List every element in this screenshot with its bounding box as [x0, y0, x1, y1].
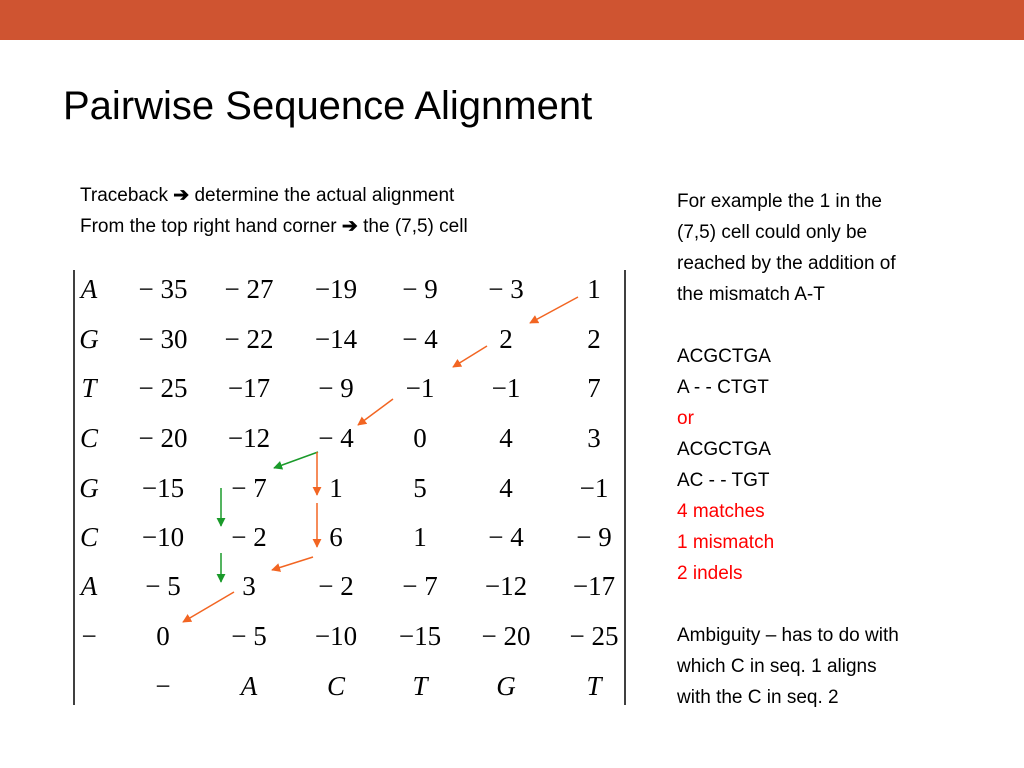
- score-cell: − 22: [224, 324, 274, 354]
- example-line: For example the 1 in the: [677, 191, 882, 212]
- score-cell: 7: [587, 373, 601, 403]
- score-cell: − 2: [318, 571, 354, 601]
- score-cell: 5: [413, 473, 427, 503]
- score-cell: − 35: [138, 274, 188, 304]
- matches-count: 4 matches: [677, 501, 765, 522]
- traceback-arrow: [358, 399, 393, 425]
- row-label: G: [79, 473, 99, 503]
- score-cell: − 9: [576, 522, 612, 552]
- score-cell: − 4: [402, 324, 438, 354]
- score-cell: 2: [499, 324, 513, 354]
- score-cell: 4: [499, 473, 513, 503]
- mismatch-count: 1 mismatch: [677, 532, 775, 553]
- score-cell: − 7: [231, 473, 267, 503]
- column-label: T: [412, 671, 428, 701]
- score-cell: − 27: [224, 274, 274, 304]
- score-cell: − 20: [481, 621, 531, 651]
- row-label: G: [79, 324, 99, 354]
- score-cell: − 9: [402, 274, 438, 304]
- ambiguity-line: which C in seq. 1 aligns: [677, 656, 877, 677]
- right-arrow-icon: ➔: [173, 185, 190, 206]
- intro-line1-end: determine the actual alignment: [189, 185, 455, 206]
- score-cell: 2: [587, 324, 601, 354]
- row-label: −: [79, 621, 99, 651]
- score-cell: −1: [579, 473, 609, 503]
- score-cell: 6: [329, 522, 343, 552]
- ambiguity-line: Ambiguity – has to do with: [677, 625, 899, 646]
- column-label: G: [496, 671, 516, 701]
- score-cell: − 4: [318, 423, 354, 453]
- row-label: A: [80, 274, 98, 304]
- spacer: [677, 310, 1007, 341]
- explanation-panel: [677, 186, 1007, 713]
- alignment1-seq2: A - - CTGT: [677, 377, 769, 398]
- score-cell: −1: [405, 373, 435, 403]
- example-line: (7,5) cell could only be: [677, 222, 868, 243]
- score-cell: 1: [329, 473, 343, 503]
- score-cell: − 5: [145, 571, 181, 601]
- score-cell: 3: [587, 423, 601, 453]
- score-cell: 0: [413, 423, 427, 453]
- score-cell: − 20: [138, 423, 188, 453]
- score-cell: − 25: [138, 373, 188, 403]
- or-label: or: [677, 408, 694, 429]
- score-cell: −15: [141, 473, 185, 503]
- score-cell: − 7: [402, 571, 438, 601]
- alignment1-seq1: ACGCTGA: [677, 346, 771, 367]
- alignment2-seq1: ACGCTGA: [677, 439, 771, 460]
- right-arrow-icon: ➔: [341, 216, 358, 237]
- row-label: A: [80, 571, 98, 601]
- score-cell: 0: [156, 621, 170, 651]
- column-label: A: [240, 671, 258, 701]
- intro-line1-start: Traceback: [80, 185, 174, 206]
- indel-count: 2 indels: [677, 563, 743, 584]
- score-cell: −17: [227, 373, 271, 403]
- traceback-arrow: [272, 557, 313, 570]
- score-cell: − 3: [488, 274, 524, 304]
- slide-title: Pairwise Sequence Alignment: [63, 84, 593, 128]
- score-cell: 4: [499, 423, 513, 453]
- spacer: [677, 589, 1007, 620]
- traceback-arrow: [183, 592, 234, 622]
- intro-line2-start: From the top right hand corner: [80, 216, 342, 237]
- score-cell: − 30: [138, 324, 188, 354]
- score-cell: 3: [242, 571, 256, 601]
- score-cell: −10: [314, 621, 358, 651]
- score-cell: −15: [398, 621, 442, 651]
- row-label: C: [79, 522, 99, 552]
- score-cell: −1: [491, 373, 521, 403]
- score-cell: − 9: [318, 373, 354, 403]
- score-cell: − 2: [231, 522, 267, 552]
- example-line: reached by the addition of: [677, 253, 896, 274]
- traceback-arrow: [274, 452, 318, 468]
- row-label: C: [79, 423, 99, 453]
- example-line: the mismatch A-T: [677, 284, 825, 305]
- score-cell: 1: [413, 522, 427, 552]
- score-cell: 1: [587, 274, 601, 304]
- score-cell: −14: [314, 324, 358, 354]
- score-cell: − 4: [488, 522, 524, 552]
- score-cell: −10: [141, 522, 185, 552]
- row-label: T: [81, 373, 97, 403]
- score-cell: −19: [314, 274, 358, 304]
- score-cell: − 25: [569, 621, 619, 651]
- column-label: C: [326, 671, 346, 701]
- score-cell: −12: [484, 571, 528, 601]
- ambiguity-line: with the C in seq. 2: [677, 687, 839, 708]
- alignment2-seq2: AC - - TGT: [677, 470, 770, 491]
- traceback-arrow: [453, 346, 487, 367]
- score-cell: −17: [572, 571, 616, 601]
- column-label: −: [155, 671, 171, 701]
- score-cell: − 5: [231, 621, 267, 651]
- intro-line2-end: the (7,5) cell: [357, 216, 468, 237]
- column-label: T: [586, 671, 602, 701]
- traceback-arrow: [530, 297, 578, 323]
- score-cell: −12: [227, 423, 271, 453]
